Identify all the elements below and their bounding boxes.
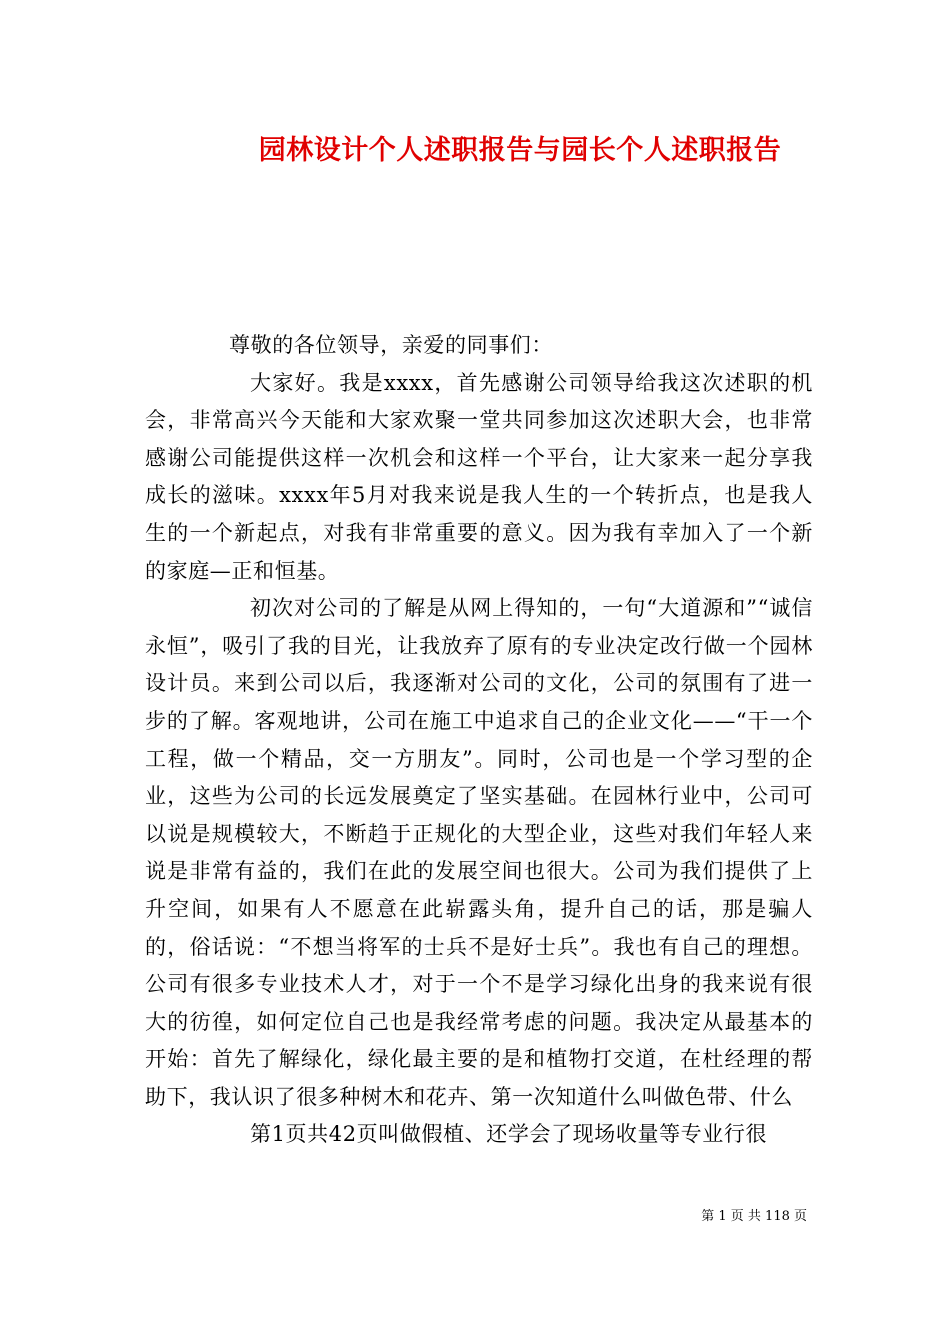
paragraph-3: 第1页共42页叫做假植、还学会了现场收量等专业行很 <box>250 1122 768 1147</box>
salutation-line: 尊敬的各位领导，亲爱的同事们： <box>229 333 553 357</box>
document-title: 园林设计个人述职报告与园长个人述职报告 <box>258 135 782 166</box>
paragraph-2: 初次对公司的了解是从网上得知的，一句“大道源和”“诚信永恒”，吸引了我的目光，让我放弃了原有的专业决定改行做一个园林设计员。来到公司以后，我逐渐对公司的文化，公司的氛围有了进一步的了解。客观地讲，公司在施工中追求自己的企业文化——“干一个工程，做一个精品，交一方朋友”。同时，公司也是一个学习型的企业，这些为公司的长远发展奠定了坚实基础。在园林行业中，公司可以说是规模较大，不断趋于正规化的大型企业，这些对我们年轻人来说是非常有益的，我们在此的发展空间也很大。公司为我们提供了上升空间，如果有人不愿意在此崭露头角，提升自己的话，那是骗人的，俗话说：“不想当将军的士兵不是好士兵”。我也有自己的理想。公司有很多专业技术人才，对于一个不是学习绿化出身的我来说有很大的彷徨，如何定位自己也是我经常考虑的问题。我决定从最基本的开始：首先了解绿化，绿化最主要的是和植物打交道，在杜经理的帮助下，我认识了很多种树木和花卉、第一次知道什么叫做色带、什么 <box>145 596 813 1109</box>
page-number-footer: 第 1 页 共 118 页 <box>701 1209 807 1224</box>
document-body <box>145 327 813 1154</box>
paragraph-1: 大家好。我是xxxx，首先感谢公司领导给我这次述职的机会，非常高兴今天能和大家欢聚一堂共同参加这次述职大会，也非常感谢公司能提供这样一次机会和这样一个平台，让大家来一起分享我成长的滋味。xxxx年5月对我来说是我人生的一个转折点，也是我人生的一个新起点，对我有非常重要的意义。因为我有幸加入了一个新的家庭—正和恒基。 <box>145 370 813 583</box>
